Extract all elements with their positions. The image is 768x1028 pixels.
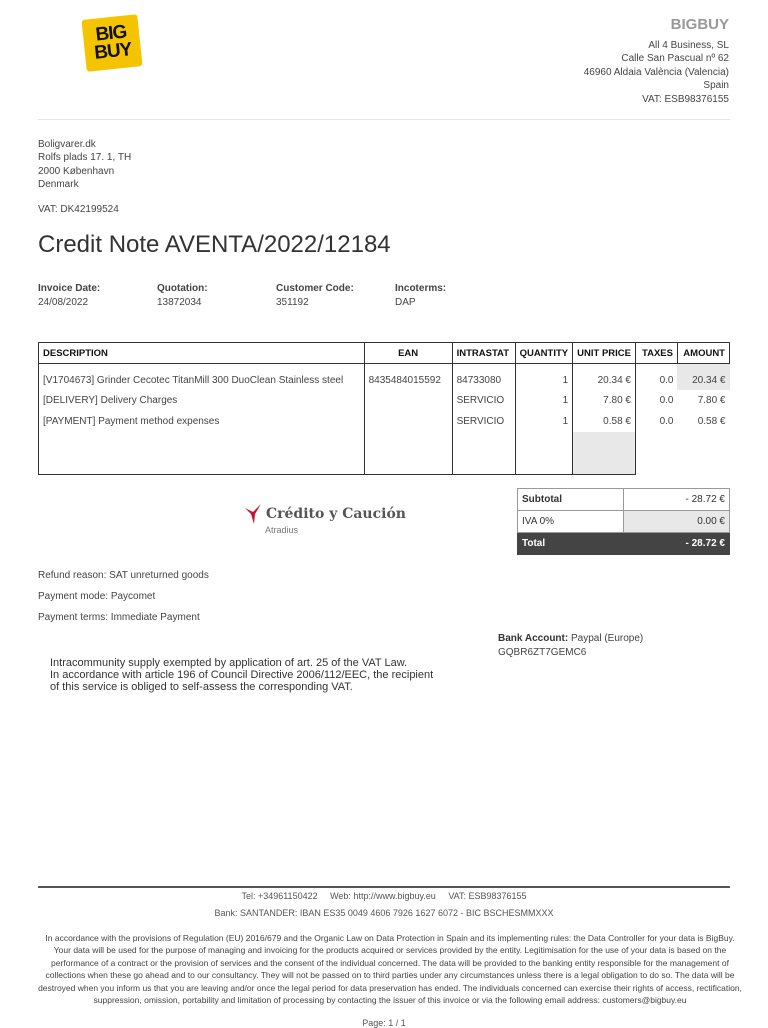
invoice-date-label: Invoice Date: [38,283,101,294]
insurer-subname: Atradius [265,525,299,535]
subtotal-value: - 28.72 € [624,489,730,511]
table-row [39,411,730,432]
gdpr-notice: In accordance with the provisions of Regulation (EU) 2016/679 and the Organic Law on Data Protection in Spain and its implementing rules: the Data Controller for your data is BigBuy. Your data will be used for the purpose of managing and invoicing for the products acquired or services provided by the entity. Legitimisation for the use of your data is based on the performance of a contract or the provision of services and the consent of the individual concerned. The data will be provided to the banking entity responsible for the management of collections when these go ahead and to our consultancy. They will not be passed on to third parties under any circumstances unless there is a legal obligation to do so. The data will be destroyed when you inform us that you are leaving and/or once the legal period for data preservation has ended. The individuals concerned can exercise their rights of access, rectification, suppression, omission, portability and limitation of processing by contacting the issuer of this invoice or via the following email address: customers@bigbuy.eu [38,933,742,1006]
cell-intrastat: SERVICIO [452,390,515,411]
subtotal-row [518,489,730,511]
table-filler-row [39,432,730,475]
cell-ean: 8435484015592 [364,364,452,391]
col-ean: EAN [364,343,452,364]
col-taxes: TAXES [635,343,677,364]
payment-mode: Payment mode: Paycomet [38,591,156,602]
col-intrastat: INTRASTAT [452,343,515,364]
customer-code-label: Customer Code: [276,283,354,294]
col-description: DESCRIPTION [39,343,365,364]
cell-ean [364,411,452,432]
total-row [518,533,730,555]
logo-text-top: BIG [94,21,128,46]
table-row [39,390,730,411]
cell-description: [DELIVERY] Delivery Charges [39,390,365,411]
cell-quantity: 1 [515,390,573,411]
company-address-line: All 4 Business, SL [648,40,729,51]
table-header-row [39,343,730,364]
cell-taxes: 0.0 [635,411,677,432]
incoterms-block [395,283,446,308]
total-value: - 28.72 € [624,533,730,555]
company-address [584,39,729,106]
header-divider [38,119,730,120]
incoterms-value: DAP [395,297,416,308]
cell-quantity: 1 [515,411,573,432]
quotation-block [157,283,208,308]
insurer-name: Crédito y Caución [266,506,406,522]
customer-line: Rolfs plads 17. 1, TH [38,152,132,164]
cell-amount: 7.80 € [697,395,726,406]
invoice-date-value: 24/08/2022 [38,297,89,308]
customer-line: 2000 København [38,165,115,177]
customer-code-block [276,283,354,308]
insurer-logo [243,503,406,535]
col-amount: AMOUNT [677,343,729,364]
bank-account-label: Bank Account: [498,633,569,644]
invoice-date-block [38,283,100,308]
footer-divider [38,886,730,888]
company-address-line: Calle San Pascual nº 62 [621,53,729,65]
cell-description: [PAYMENT] Payment method expenses [39,411,365,432]
cell-unit-price: 7.80 € [573,390,636,411]
incoterms-label: Incoterms: [395,283,447,294]
cell-unit-price: 0.58 € [573,411,636,432]
tax-value: 0.00 € [624,511,730,533]
customer-line: Boligvarer.dk [38,139,96,150]
cell-taxes: 0.0 [635,390,677,411]
cell-description: [V1704673] Grinder Cecotec TitanMill 300 DuoClean Stainless steel [39,364,365,391]
customer-vat: VAT: DK42199524 [38,204,119,215]
refund-reason: Refund reason: SAT unreturned goods [38,570,209,581]
customer-line: Denmark [38,179,79,191]
cell-intrastat: SERVICIO [452,411,515,432]
bank-account [498,632,643,659]
line-items-table [38,342,730,475]
vat-notice-line: of this service is obliged to self-assess the corresponding VAT. [50,681,353,693]
customer-code-value: 351192 [276,297,309,308]
bank-account-code: GQBR6ZT7GEMC6 [498,646,587,658]
vat-notice-line: Intracommunity supply exempted by application of art. 25 of the VAT Law. [50,657,408,669]
col-unit-price: UNIT PRICE [573,343,636,364]
cell-unit-price: 20.34 € [573,364,636,391]
total-label: Total [518,533,624,555]
page-number: Page: 1 / 1 [362,1018,406,1028]
quotation-value: 13872034 [157,297,202,308]
document-title: Credit Note AVENTA/2022/12184 [38,231,391,258]
bigbuy-logo [81,14,142,72]
footer-bank: Bank: SANTANDER: IBAN ES35 0049 4606 7926 1627 6072 - BIC BSCHESMMXXX [214,908,554,918]
logo-text-bottom: BUY [93,39,133,64]
subtotal-label: Subtotal [518,489,624,511]
tax-label: IVA 0% [518,511,624,533]
footer-contact: Tel: +34961150422 Web: http://www.bigbuy.eu VAT: ESB98376155 [241,891,527,901]
totals-table [517,488,730,555]
customer-address [38,138,131,192]
table-row [39,364,730,391]
company-name: BIGBUY [670,16,729,33]
bank-account-value: Paypal (Europe) [570,633,644,644]
insurer-mark-icon [243,503,263,525]
cell-ean [364,390,452,411]
cell-quantity: 1 [515,364,573,391]
company-vat: VAT: ESB98376155 [642,93,729,105]
cell-amount: 0.58 € [697,416,726,427]
cell-amount: 20.34 € [677,364,729,391]
cell-taxes: 0.0 [635,364,677,391]
col-quantity: QUANTITY [515,343,573,364]
company-address-line: 46960 Aldaia València (Valencia) [583,66,729,78]
cell-intrastat: 84733080 [452,364,515,391]
vat-notice-line: In accordance with article 196 of Council Directive 2006/112/EEC, the recipient [50,669,434,681]
company-address-line: Spain [703,80,729,92]
payment-terms: Payment terms: Immediate Payment [38,612,200,623]
tax-row [518,511,730,533]
vat-exemption-notice [50,657,470,693]
quotation-label: Quotation: [157,283,208,294]
